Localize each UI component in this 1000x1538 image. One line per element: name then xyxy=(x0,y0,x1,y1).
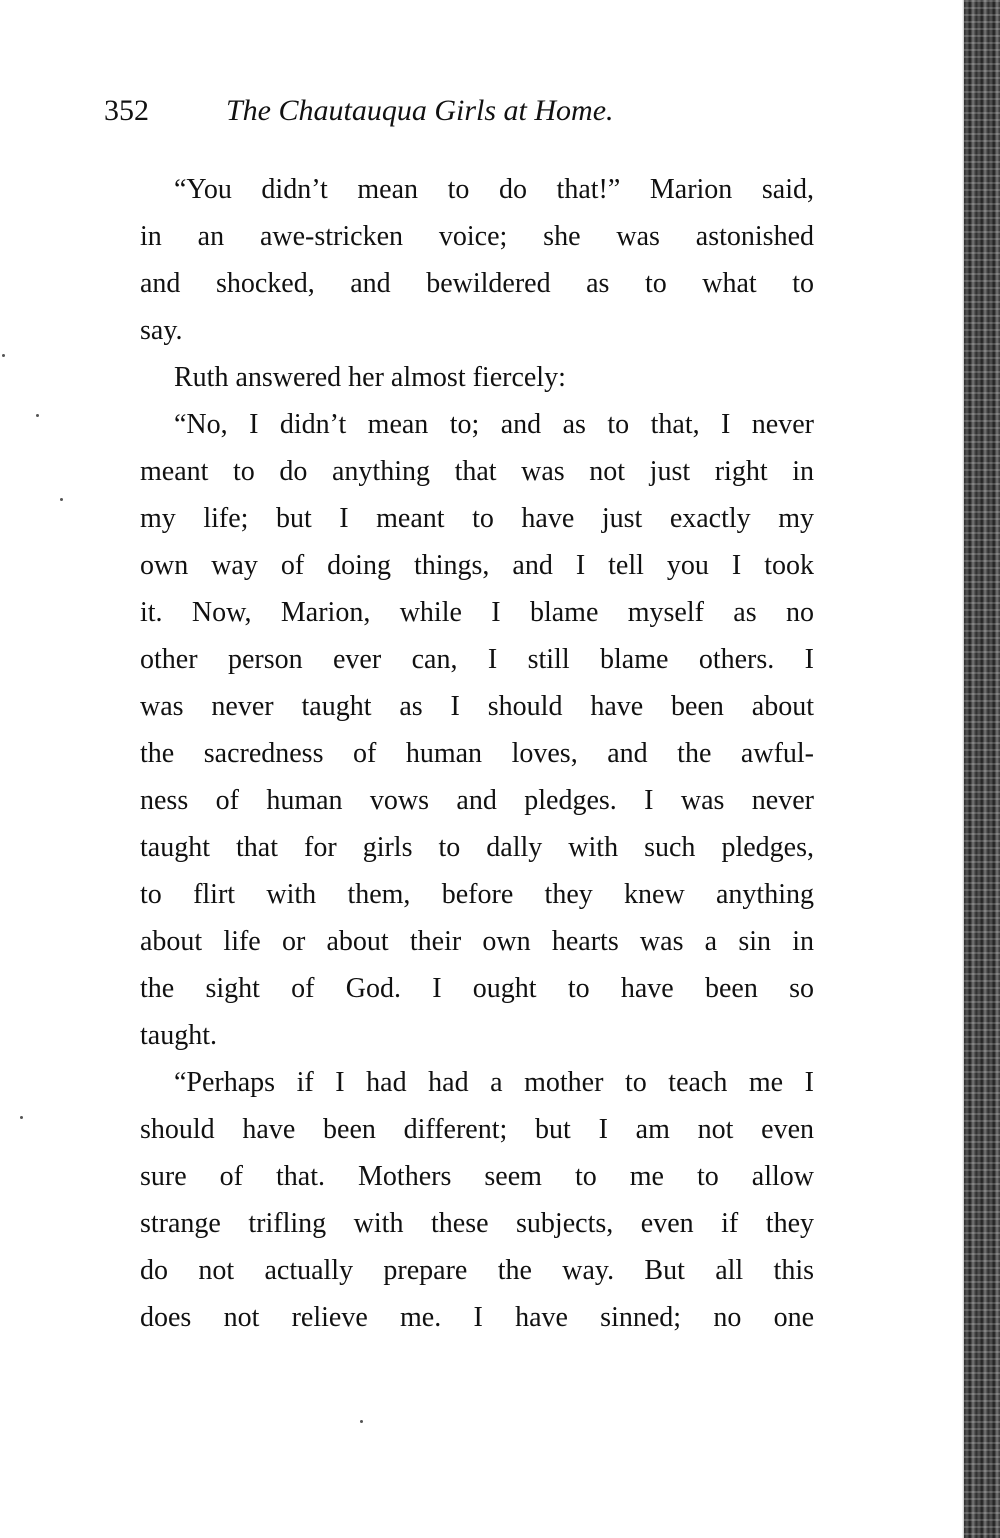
page-number: 352 xyxy=(104,94,149,127)
text-line: “You didn’t mean to do that!” Marion said, xyxy=(174,174,814,205)
text-line: the sacredness of human loves, and the awful- xyxy=(140,738,814,769)
text-line: “Perhaps if I had had a mother to teach me I xyxy=(174,1067,814,1098)
text-line: in an awe-stricken voice; she was astonished xyxy=(140,221,814,252)
text-line: taught. xyxy=(140,1020,217,1051)
body-text xyxy=(106,166,814,1341)
paragraph-2 xyxy=(106,354,814,401)
text-line: and shocked, and bewildered as to what to xyxy=(140,268,814,299)
running-title: The Chautauqua Girls at Home. xyxy=(226,94,614,127)
paragraph-4 xyxy=(106,1059,814,1341)
scan-speck xyxy=(60,498,63,501)
text-line: my life; but I meant to have just exactly my xyxy=(140,503,814,534)
text-line: was never taught as I should have been about xyxy=(140,691,814,722)
text-line: it. Now, Marion, while I blame myself as no xyxy=(140,597,814,628)
page-header xyxy=(104,86,816,136)
paragraph-3 xyxy=(106,401,814,1059)
text-line: own way of doing things, and I tell you I took xyxy=(140,550,814,581)
text-line: Ruth answered her almost fiercely: xyxy=(174,362,566,393)
text-line: “No, I didn’t mean to; and as to that, I never xyxy=(174,409,814,440)
text-line: other person ever can, I still blame others. I xyxy=(140,644,814,675)
text-line: taught that for girls to dally with such pledges, xyxy=(140,832,814,863)
text-line: should have been different; but I am not even xyxy=(140,1114,814,1145)
text-line: sure of that. Mothers seem to me to allow xyxy=(140,1161,814,1192)
text-line: ness of human vows and pledges. I was never xyxy=(140,785,814,816)
text-line: say. xyxy=(140,315,183,346)
text-line: to flirt with them, before they knew anything xyxy=(140,879,814,910)
text-line: do not actually prepare the way. But all this xyxy=(140,1255,814,1286)
text-line: about life or about their own hearts was a sin in xyxy=(140,926,814,957)
scan-speck xyxy=(20,1116,23,1119)
text-line: strange trifling with these subjects, even if they xyxy=(140,1208,814,1239)
scan-speck xyxy=(2,354,5,357)
text-line: the sight of God. I ought to have been so xyxy=(140,973,814,1004)
paragraph-1 xyxy=(106,166,814,354)
text-line: meant to do anything that was not just right in xyxy=(140,456,814,487)
scan-speck xyxy=(360,1420,363,1423)
book-binding xyxy=(964,0,1000,1538)
text-line: does not relieve me. I have sinned; no one xyxy=(140,1302,814,1333)
scan-speck xyxy=(36,414,39,417)
